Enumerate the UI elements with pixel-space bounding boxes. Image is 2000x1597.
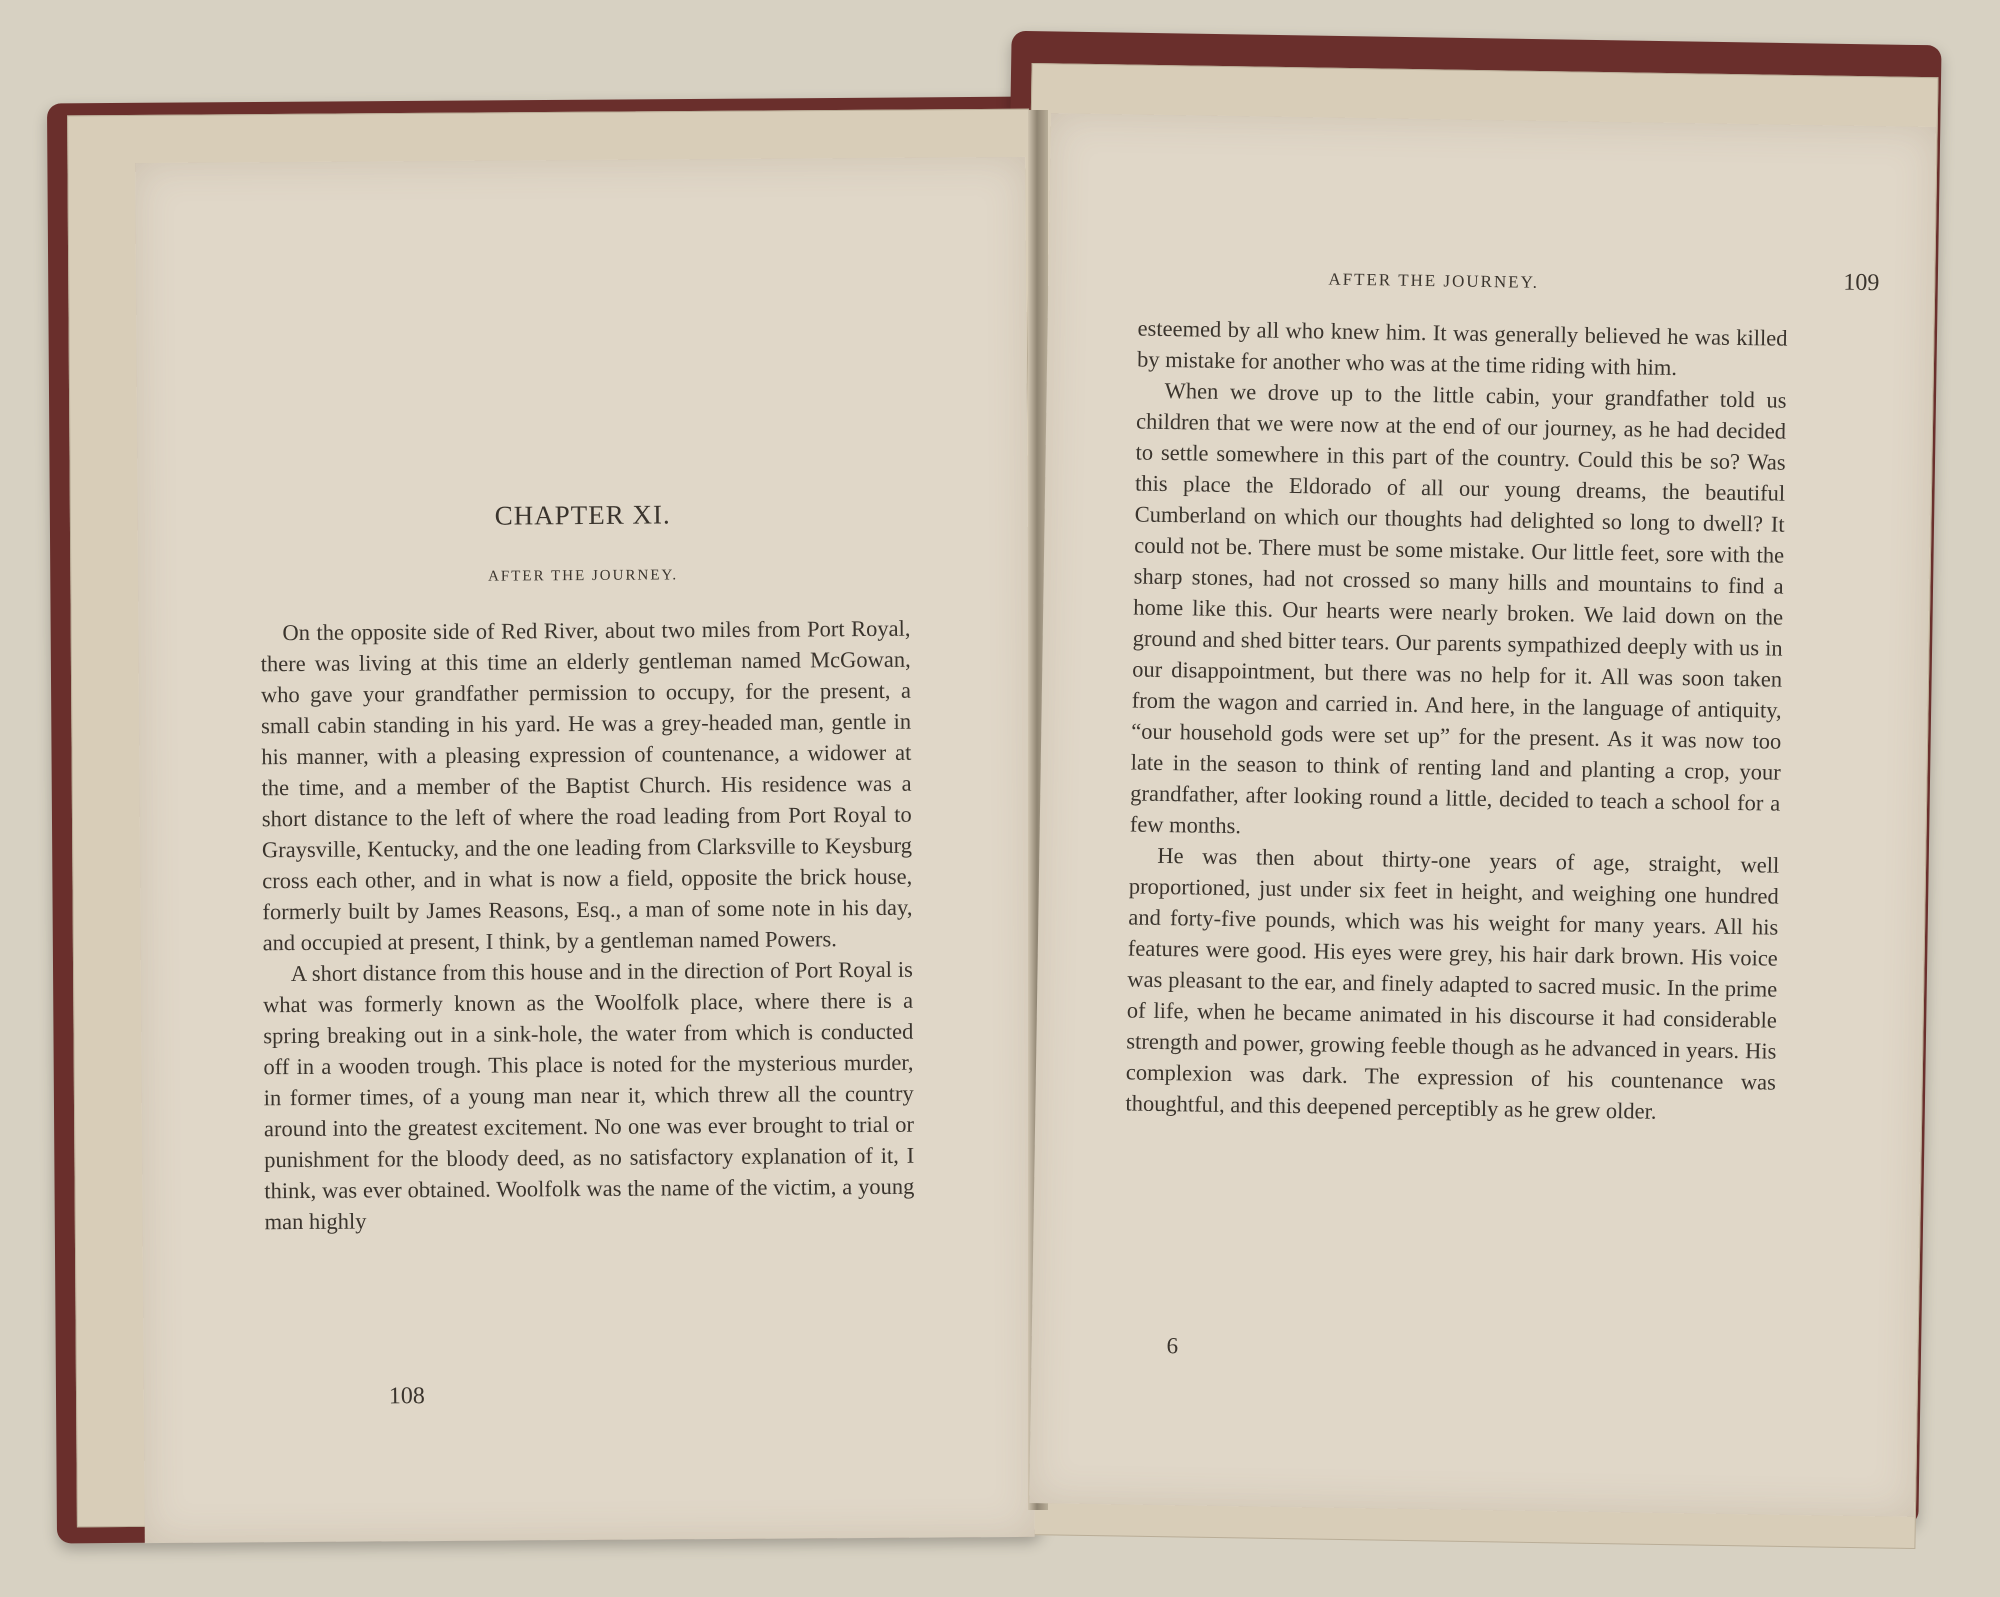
paragraph: He was then about thirty-one years of age, straight, well proportioned, just under six feet in height, and weighing one hundred and forty-five pounds, which was his weight for many years. All his features were good. His eyes were grey, his hair dark brown. His voice was pleasant to the ear, and finely adapted to sacred music. In the prime of life, when he became animated in his discourse it had considerable strength and power, growing feeble though as he advanced in years. His complexion was dark. The expression of his countenance was thoughtful, and this deepened perceptibly as he grew older. <box>1125 842 1780 1124</box>
page-number-right: 109 <box>1843 269 1880 297</box>
running-head <box>1048 263 1933 307</box>
signature-mark: 6 <box>1166 1333 1179 1359</box>
page-number-left: 108 <box>388 1383 425 1410</box>
paragraph: A short distance from this house and in the direction of Port Royal is what was formerly known as the Woolfolk place, where there is a spring breaking out in a sink-hole, the water from which is conducted off in a wooden trough. This place is noted for the mysterious murder, in former times, of a young man near it, which threw all the country around into the greatest excitement. No one was ever brought to trial or punishment for the bloody deed, as no satisfactory explanation of it, I think, was ever obtained. Woolfolk was the name of the victim, a young man highly <box>262 956 915 1235</box>
paragraph: When we drove up to the little cabin, your grandfather told us children that we were now at the end of our journey, as he had decided to settle somewhere in this part of the country. Could this be so? Was this place the Eldorado of all our young dreams, the beautiful Cumberland on which our thoughts had delighted so long to dwell? It could not be. There must be some mistake. Our little feet, sore with the sharp stones, had not crossed so many hills and mountains to find a home like this. Our hearts were nearly broken. We laid down on the ground and shed bitter tears. Our parents sympathized deeply with us in our disappointment, but there was no help for it. All was soon taken from the wagon and carried in. And here, in the language of antiquity, “our household gods were set up” for the present. As it was now too late in the season to think of renting land and planting a crop, your grandfather, after looking round a little, decided to teach a school for a few months. <box>1129 377 1787 839</box>
right-page <box>1029 113 1936 1517</box>
paragraph: esteemed by all who knew him. It was generally believed he was killed by mistake for another who was at the time riding with him. <box>1136 315 1788 380</box>
running-title: AFTER THE JOURNEY. <box>1328 269 1540 292</box>
chapter-subtitle: AFTER THE JOURNEY. <box>488 567 679 585</box>
chapter-title: CHAPTER XI. <box>494 499 671 531</box>
paragraph: On the opposite side of Red River, about two miles from Port Royal, there was living at this time an elderly gentleman named McGowan, who gave your grandfather permission to occupy, for the present, a small cabin standing in his yard. He was a grey-headed man, gentle in his manner, with a pleasing expression of countenance, a widower at the time, and a member of the Baptist Church. His residence was a short distance to the left of where the road leading from Port Royal to Graysville, Kentucky, and the one leading from Clarksville to Keysburg cross each other, and in what is now a field, opposite the brick house, formerly built by James Reasons, Esq., a man of some note in his day, and occupied at present, I think, by a gentleman named Powers. <box>260 615 913 956</box>
right-page-body <box>1125 313 1788 1129</box>
left-page-body <box>260 613 914 1238</box>
left-page <box>135 157 1035 1543</box>
